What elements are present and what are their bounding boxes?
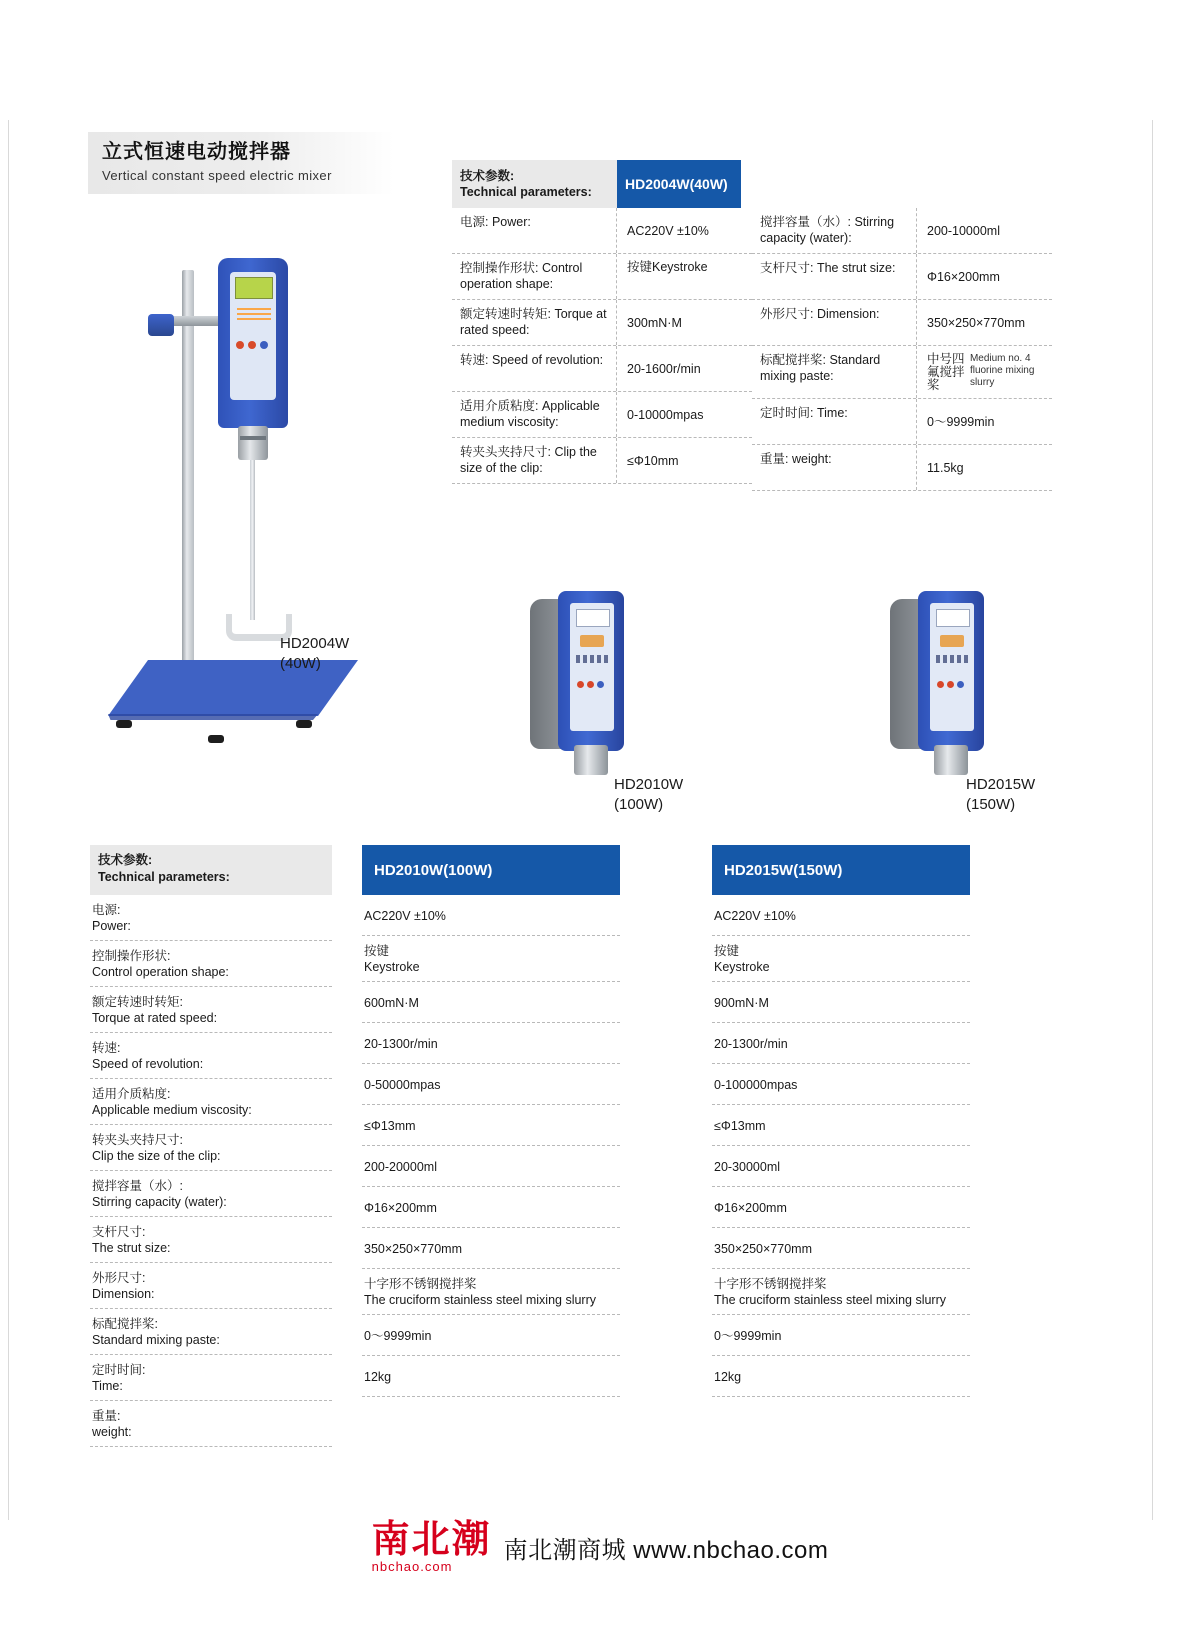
spec-key bbox=[752, 445, 917, 490]
product-image-hd2004w bbox=[90, 230, 390, 770]
product-image-hd2015w bbox=[872, 585, 1022, 775]
control-panel bbox=[930, 603, 974, 731]
spec-key-en: Standard mixing paste: bbox=[760, 353, 881, 383]
comparison-key-cn: 转速: bbox=[92, 1041, 121, 1055]
spec-value: 0-10000mpas bbox=[627, 408, 704, 422]
title-chinese: 立式恒速电动搅拌器 bbox=[102, 141, 291, 163]
footer-text: 南北潮商城 www.nbchao.com bbox=[503, 1537, 829, 1564]
spec-header-label bbox=[452, 160, 617, 208]
comparison-value bbox=[712, 1269, 970, 1315]
comparison-value: 0～9999min bbox=[712, 1315, 970, 1356]
comparison-key-cn: 支杆尺寸: bbox=[92, 1225, 146, 1239]
comparison-header-label-cn: 技术参数: bbox=[98, 853, 153, 867]
spec-column-left bbox=[452, 208, 752, 491]
chuck bbox=[238, 426, 268, 460]
panel-label bbox=[576, 655, 608, 663]
spec-key bbox=[752, 346, 917, 398]
spec-key bbox=[452, 208, 617, 253]
comparison-value: 20-1300r/min bbox=[712, 1023, 970, 1064]
spec-row bbox=[752, 208, 1052, 254]
spec-header-label-en: Technical parameters: bbox=[460, 185, 592, 199]
spec-key-en: Power: bbox=[491, 215, 531, 229]
comparison-value: AC220V ±10% bbox=[362, 895, 620, 936]
comparison-value: Φ16×200mm bbox=[362, 1187, 620, 1228]
comparison-column-hd2015w bbox=[712, 845, 970, 1447]
spec-value: AC220V ±10% bbox=[627, 224, 709, 238]
comparison-key bbox=[90, 1171, 332, 1217]
spec-key-en: Time: bbox=[816, 406, 848, 420]
spec-value-cn: 按键 bbox=[627, 260, 653, 274]
spec-key-cn: 搅拌容量（水）: bbox=[760, 215, 851, 229]
page-title bbox=[88, 132, 394, 194]
base-foot bbox=[208, 735, 224, 743]
brand-logo-en: nbchao.com bbox=[371, 1559, 453, 1574]
comparison-value: 0～9999min bbox=[362, 1315, 620, 1356]
chuck bbox=[934, 745, 968, 775]
base-foot bbox=[296, 720, 312, 728]
comparison-key-cn: 电源: bbox=[92, 903, 121, 917]
comparison-key-en: weight: bbox=[92, 1425, 132, 1439]
title-english: Vertical constant speed electric mixer bbox=[102, 168, 332, 183]
spec-key-cn: 重量: bbox=[760, 452, 789, 466]
product-image-hd2010w bbox=[512, 585, 662, 775]
spec-key-en: Speed of revolution: bbox=[491, 353, 604, 367]
support-post bbox=[182, 270, 194, 690]
spec-value bbox=[617, 254, 752, 299]
comparison-value-cn: 按键 bbox=[714, 944, 740, 958]
spec-key bbox=[752, 399, 917, 444]
comparison-value: 12kg bbox=[362, 1356, 620, 1397]
comparison-value-cn: 十字形不锈钢搅拌桨 bbox=[714, 1277, 827, 1291]
comparison-key-cn: 重量: bbox=[92, 1409, 121, 1423]
spec-value: 0～9999min bbox=[927, 415, 995, 429]
comparison-header-label-en: Technical parameters: bbox=[98, 870, 230, 884]
mini-caption-model: HD2010W bbox=[614, 776, 684, 793]
spec-row bbox=[752, 346, 1052, 399]
brand-logo-cn: 南北潮 bbox=[371, 1516, 492, 1561]
spec-key-en: Torque at rated speed: bbox=[460, 307, 607, 337]
hero-caption-model: HD2004W bbox=[280, 635, 350, 652]
comparison-column-hd2010w bbox=[362, 845, 620, 1447]
hero-caption-power: (40W) bbox=[280, 655, 321, 672]
base-foot bbox=[116, 720, 132, 728]
spec-key-en: Dimension: bbox=[816, 307, 880, 321]
spec-key-cn: 支杆尺寸: bbox=[760, 261, 814, 275]
comparison-key-en: Stirring capacity (water): bbox=[92, 1195, 227, 1209]
display-screen bbox=[235, 277, 273, 299]
panel-buttons bbox=[937, 675, 969, 684]
comparison-value: 900mN·M bbox=[712, 982, 970, 1023]
clamp-arm bbox=[168, 316, 224, 326]
comparison-key-en: Control operation shape: bbox=[92, 965, 229, 979]
spec-key-cn: 外形尺寸: bbox=[760, 307, 814, 321]
panel-buttons bbox=[577, 675, 609, 684]
comparison-key-en: Power: bbox=[92, 919, 131, 933]
spec-column-right bbox=[752, 208, 1052, 491]
comparison-value: Φ16×200mm bbox=[712, 1187, 970, 1228]
comparison-value bbox=[362, 1269, 620, 1315]
comparison-key bbox=[90, 1355, 332, 1401]
brand-logo bbox=[371, 1516, 492, 1575]
spec-key-cn: 定时时间: bbox=[760, 406, 814, 420]
panel-logo bbox=[237, 308, 271, 322]
spec-header-label-cn: 技术参数: bbox=[460, 169, 515, 183]
comparison-value-cn: 按键 bbox=[364, 944, 390, 958]
comparison-key bbox=[90, 1125, 332, 1171]
control-panel bbox=[570, 603, 614, 731]
comparison-key-en: The strut size: bbox=[92, 1241, 171, 1255]
mini-caption-power: (100W) bbox=[614, 796, 664, 813]
spec-table-header bbox=[452, 160, 1052, 208]
comparison-value-en: The cruciform stainless steel mixing slurry bbox=[714, 1293, 947, 1307]
comparison-value: 20-30000ml bbox=[712, 1146, 970, 1187]
panel-logo bbox=[580, 635, 604, 647]
spec-key-cn: 适用介质粘度: bbox=[460, 399, 539, 413]
spec-row bbox=[752, 254, 1052, 300]
chuck bbox=[574, 745, 608, 775]
spec-value: 350×250×770mm bbox=[927, 316, 1025, 330]
spec-key-cn: 额定转速时转矩: bbox=[460, 307, 551, 321]
spec-key bbox=[752, 208, 917, 253]
spec-row bbox=[752, 300, 1052, 346]
comparison-value: 20-1300r/min bbox=[362, 1023, 620, 1064]
comparison-key bbox=[90, 1401, 332, 1447]
spec-key-en: Applicable medium viscosity: bbox=[460, 399, 600, 429]
display-screen bbox=[936, 609, 970, 627]
spec-value: 200-10000ml bbox=[927, 224, 1000, 238]
comparison-value: 200-20000ml bbox=[362, 1146, 620, 1187]
mini-caption-hd2015w bbox=[966, 775, 1035, 815]
comparison-key-cn: 控制操作形状: bbox=[92, 949, 171, 963]
spec-value-en: Medium no. 4 fluorine mixing slurry bbox=[969, 353, 1035, 388]
spec-key bbox=[452, 254, 617, 299]
spec-row bbox=[452, 300, 752, 346]
spec-key-en: Clip the size of the clip: bbox=[460, 445, 597, 475]
comparison-header-hd2015w: HD2015W(150W) bbox=[712, 845, 970, 895]
spec-key bbox=[752, 300, 917, 345]
footer bbox=[0, 1516, 1200, 1575]
comparison-key bbox=[90, 895, 332, 941]
spec-table-body bbox=[452, 208, 1052, 491]
spec-key bbox=[452, 438, 617, 483]
spec-value-en: Keystroke bbox=[652, 260, 708, 274]
spec-row bbox=[452, 346, 752, 392]
comparison-value: 0-100000mpas bbox=[712, 1064, 970, 1105]
spec-value-cn: 中号四氟搅拌桨 bbox=[927, 352, 965, 392]
spec-row bbox=[752, 399, 1052, 445]
comparison-key-en: Time: bbox=[92, 1379, 123, 1393]
spec-value: 20-1600r/min bbox=[627, 362, 701, 376]
spec-value: 300mN·M bbox=[627, 316, 682, 330]
stirring-shaft bbox=[250, 460, 255, 620]
comparison-key bbox=[90, 1079, 332, 1125]
spec-value: ≤Φ10mm bbox=[627, 454, 679, 468]
spec-key-cn: 控制操作形状: bbox=[460, 261, 539, 275]
comparison-value: 0-50000mpas bbox=[362, 1064, 620, 1105]
comparison-key bbox=[90, 987, 332, 1033]
comparison-header-hd2010w: HD2010W(100W) bbox=[362, 845, 620, 895]
comparison-header-label bbox=[90, 845, 332, 895]
comparison-key-en: Dimension: bbox=[92, 1287, 155, 1301]
spec-key-en: weight: bbox=[791, 452, 832, 466]
comparison-key-en: Speed of revolution: bbox=[92, 1057, 204, 1071]
spec-key bbox=[452, 346, 617, 391]
spec-key-cn: 电源: bbox=[460, 215, 489, 229]
left-rule bbox=[8, 120, 9, 1520]
comparison-value: ≤Φ13mm bbox=[712, 1105, 970, 1146]
spec-key-en: Control operation shape: bbox=[460, 261, 583, 291]
comparison-key-cn: 标配搅拌桨: bbox=[92, 1317, 158, 1331]
comparison-value bbox=[712, 936, 970, 982]
spec-key-en: The strut size: bbox=[816, 261, 896, 275]
panel-label bbox=[936, 655, 968, 663]
comparison-key-cn: 转夹头夹持尺寸: bbox=[92, 1133, 183, 1147]
comparison-key-cn: 额定转速时转矩: bbox=[92, 995, 183, 1009]
spec-key bbox=[452, 300, 617, 345]
comparison-value-cn: 十字形不锈钢搅拌桨 bbox=[364, 1277, 477, 1291]
comparison-key bbox=[90, 941, 332, 987]
comparison-key-en: Torque at rated speed: bbox=[92, 1011, 218, 1025]
spec-row bbox=[452, 254, 752, 300]
comparison-key-en: Clip the size of the clip: bbox=[92, 1149, 221, 1163]
mini-caption-power: (150W) bbox=[966, 796, 1016, 813]
hero-caption bbox=[280, 634, 349, 674]
base-shadow bbox=[108, 714, 358, 724]
spec-table-comparison bbox=[90, 845, 1060, 1447]
mini-caption-model: HD2015W bbox=[966, 776, 1036, 793]
comparison-key bbox=[90, 1033, 332, 1079]
display-screen bbox=[576, 609, 610, 627]
spec-key-en: Stirring capacity (water): bbox=[760, 215, 895, 245]
comparison-key bbox=[90, 1263, 332, 1309]
comparison-key-cn: 搅拌容量（水）: bbox=[92, 1179, 183, 1193]
comparison-value-en: The cruciform stainless steel mixing slurry bbox=[364, 1293, 597, 1307]
mini-caption-hd2010w bbox=[614, 775, 683, 815]
spec-key-cn: 转夹头夹持尺寸: bbox=[460, 445, 551, 459]
spec-row bbox=[452, 208, 752, 254]
spec-row bbox=[452, 392, 752, 438]
spec-row bbox=[452, 438, 752, 484]
comparison-value: 350×250×770mm bbox=[362, 1228, 620, 1269]
spec-header-model: HD2004W(40W) bbox=[617, 160, 741, 208]
clamp-knob bbox=[148, 314, 174, 336]
comparison-key-cn: 外形尺寸: bbox=[92, 1271, 146, 1285]
comparison-value: 600mN·M bbox=[362, 982, 620, 1023]
comparison-label-column bbox=[90, 845, 332, 1447]
spec-value bbox=[917, 346, 1052, 398]
spec-key-cn: 标配搅拌桨: bbox=[760, 353, 826, 367]
spec-key bbox=[752, 254, 917, 299]
comparison-value-en: Keystroke bbox=[714, 960, 770, 974]
spec-key bbox=[452, 392, 617, 437]
spec-value: 11.5kg bbox=[927, 461, 964, 475]
comparison-key-en: Standard mixing paste: bbox=[92, 1333, 220, 1347]
panel-buttons bbox=[236, 336, 272, 346]
right-rule bbox=[1152, 120, 1153, 1520]
comparison-key bbox=[90, 1309, 332, 1355]
spec-table-hd2004w bbox=[452, 160, 1052, 491]
comparison-value: 12kg bbox=[712, 1356, 970, 1397]
comparison-value: 350×250×770mm bbox=[712, 1228, 970, 1269]
comparison-key-cn: 定时时间: bbox=[92, 1363, 146, 1377]
spec-row bbox=[752, 445, 1052, 491]
comparison-key-cn: 适用介质粘度: bbox=[92, 1087, 171, 1101]
panel-logo bbox=[940, 635, 964, 647]
comparison-value: AC220V ±10% bbox=[712, 895, 970, 936]
comparison-value bbox=[362, 936, 620, 982]
spec-value: Φ16×200mm bbox=[927, 270, 1000, 284]
spec-key-cn: 转速: bbox=[460, 353, 489, 367]
comparison-key-en: Applicable medium viscosity: bbox=[92, 1103, 252, 1117]
comparison-value: ≤Φ13mm bbox=[362, 1105, 620, 1146]
comparison-key bbox=[90, 1217, 332, 1263]
comparison-value-en: Keystroke bbox=[364, 960, 420, 974]
